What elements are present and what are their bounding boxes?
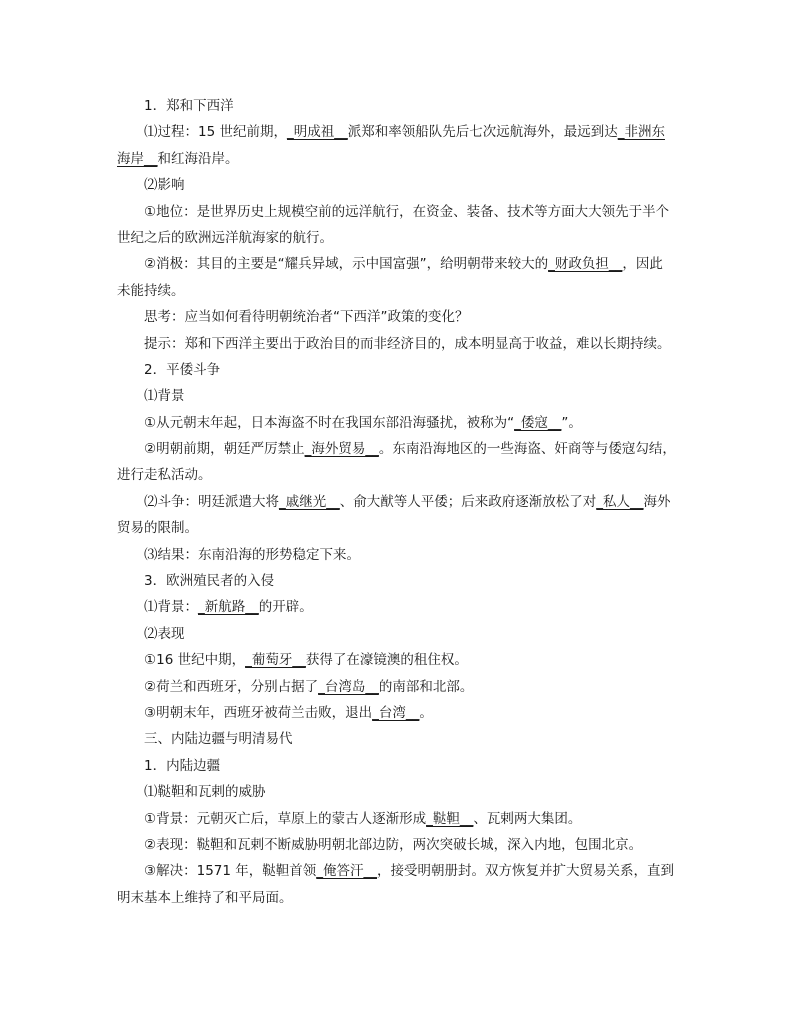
paragraph-status: ①地位：是世界历史上规模空前的远洋航行，在资金、装备、技术等方面大大领先于半个 [144,203,670,220]
answer-blank: _明成祖__ [286,124,348,141]
paragraph-mongol-background: ①背景：元朝灭亡后，草原上的蒙古人逐渐形成_鞑靼__、瓦剌两大集团。 [144,810,582,827]
paragraph-resolution: ③解决：1571 年，鞑靼首领_俺答汗__，接受明朝册封。双方恢复并扩大贸易关系，直到 [144,863,674,880]
paragraph-mongol-manifestation: ②表现：鞑靼和瓦剌不断威胁明朝北部边防，两次突破长城，深入内地，包围北京。 [144,836,643,853]
heading-european-invasion: 3．欧洲殖民者的入侵 [144,573,275,590]
answer-blank: _台湾岛__ [318,678,379,695]
paragraph-new-route: ⑴背景：_新航路__的开辟。 [144,599,313,616]
answer-blank: _鞑靼__ [426,810,474,827]
paragraph-struggle: ⑵斗争：明廷派遣大将_戚继光__、俞大猷等人平倭；后来政府逐渐放松了对_私人__海外 [144,493,671,510]
paragraph-negative-cont: 未能持续。 [117,282,185,299]
answer-blank: _财政负担__ [548,256,623,273]
paragraph-resolution-cont: 明末基本上维持了和平局面。 [117,889,293,906]
document-body [117,93,682,911]
subheading-threat: ⑴鞑靼和瓦剌的威胁 [144,784,266,801]
paragraph-process-cont: 海岸__和红海沿岸。 [117,150,239,167]
paragraph-sea-ban-cont: 进行走私活动。 [117,467,212,484]
subheading-impact: ⑵影响 [144,177,185,194]
answer-blank: _新航路__ [198,599,259,616]
hint-label: 提示 [144,335,171,352]
answer-blank: _台湾__ [372,704,420,721]
paragraph-result: ⑶结果：东南沿海的形势稳定下来。 [144,546,360,563]
answer-blank: _海外贸易__ [304,441,379,458]
paragraph-taiwan: ②荷兰和西班牙，分别占据了_台湾岛__的南部和北部。 [144,678,474,695]
answer-blank: _倭寇__ [514,414,562,431]
answer-blank: _俺答汗__ [316,863,377,880]
heading-anti-wokou: 2．平倭斗争 [144,361,221,378]
heading-section-three: 三、内陆边疆与明清易代 [144,731,293,748]
subheading-background: ⑴背景 [144,388,185,405]
answer-blank: _私人__ [596,493,644,510]
hint-paragraph: 提示：郑和下西洋主要出于政治目的而非经济目的，成本明显高于收益，难以长期持续。 [144,335,671,352]
paragraph-wokou: ①从元朝末年起，日本海盗不时在我国东部沿海骚扰，被称为“_倭寇__”。 [144,414,582,431]
paragraph-portugal: ①16 世纪中期，_葡萄牙__获得了在濠镜澳的租住权。 [144,652,468,669]
answer-blank: _非洲东 [617,124,665,141]
paragraph-status-cont: 世纪之后的欧洲远洋航海家的航行。 [117,229,333,246]
paragraph-negative: ②消极：其目的主要是“耀兵异域，示中国富强”，给明朝带来较大的_财政负担__，因此 [144,256,663,273]
answer-blank: _葡萄牙__ [245,652,306,669]
paragraph-spain: ③明朝末年，西班牙被荷兰击败，退出_台湾__。 [144,704,433,721]
answer-blank: 海岸__ [117,150,158,167]
heading-zhenghe: 1．郑和下西洋 [144,98,234,114]
heading-inland-frontier: 1．内陆边疆 [144,757,221,774]
subheading-manifestation: ⑵表现 [144,625,185,642]
thinking-question: 思考：应当如何看待明朝统治者“下西洋”政策的变化？ [144,309,469,326]
paragraph-process: ⑴过程：15 世纪前期，_明成祖__派郑和率领船队先后七次远航海外，最远到达_非洲东 [144,124,665,141]
paragraph-sea-ban: ②明朝前期，朝廷严厉禁止_海外贸易__。东南沿海地区的一些海盗、奸商等与倭寇勾结， [144,441,676,458]
paragraph-struggle-cont: 贸易的限制。 [117,520,198,537]
answer-blank: _戚继光__ [279,493,340,510]
